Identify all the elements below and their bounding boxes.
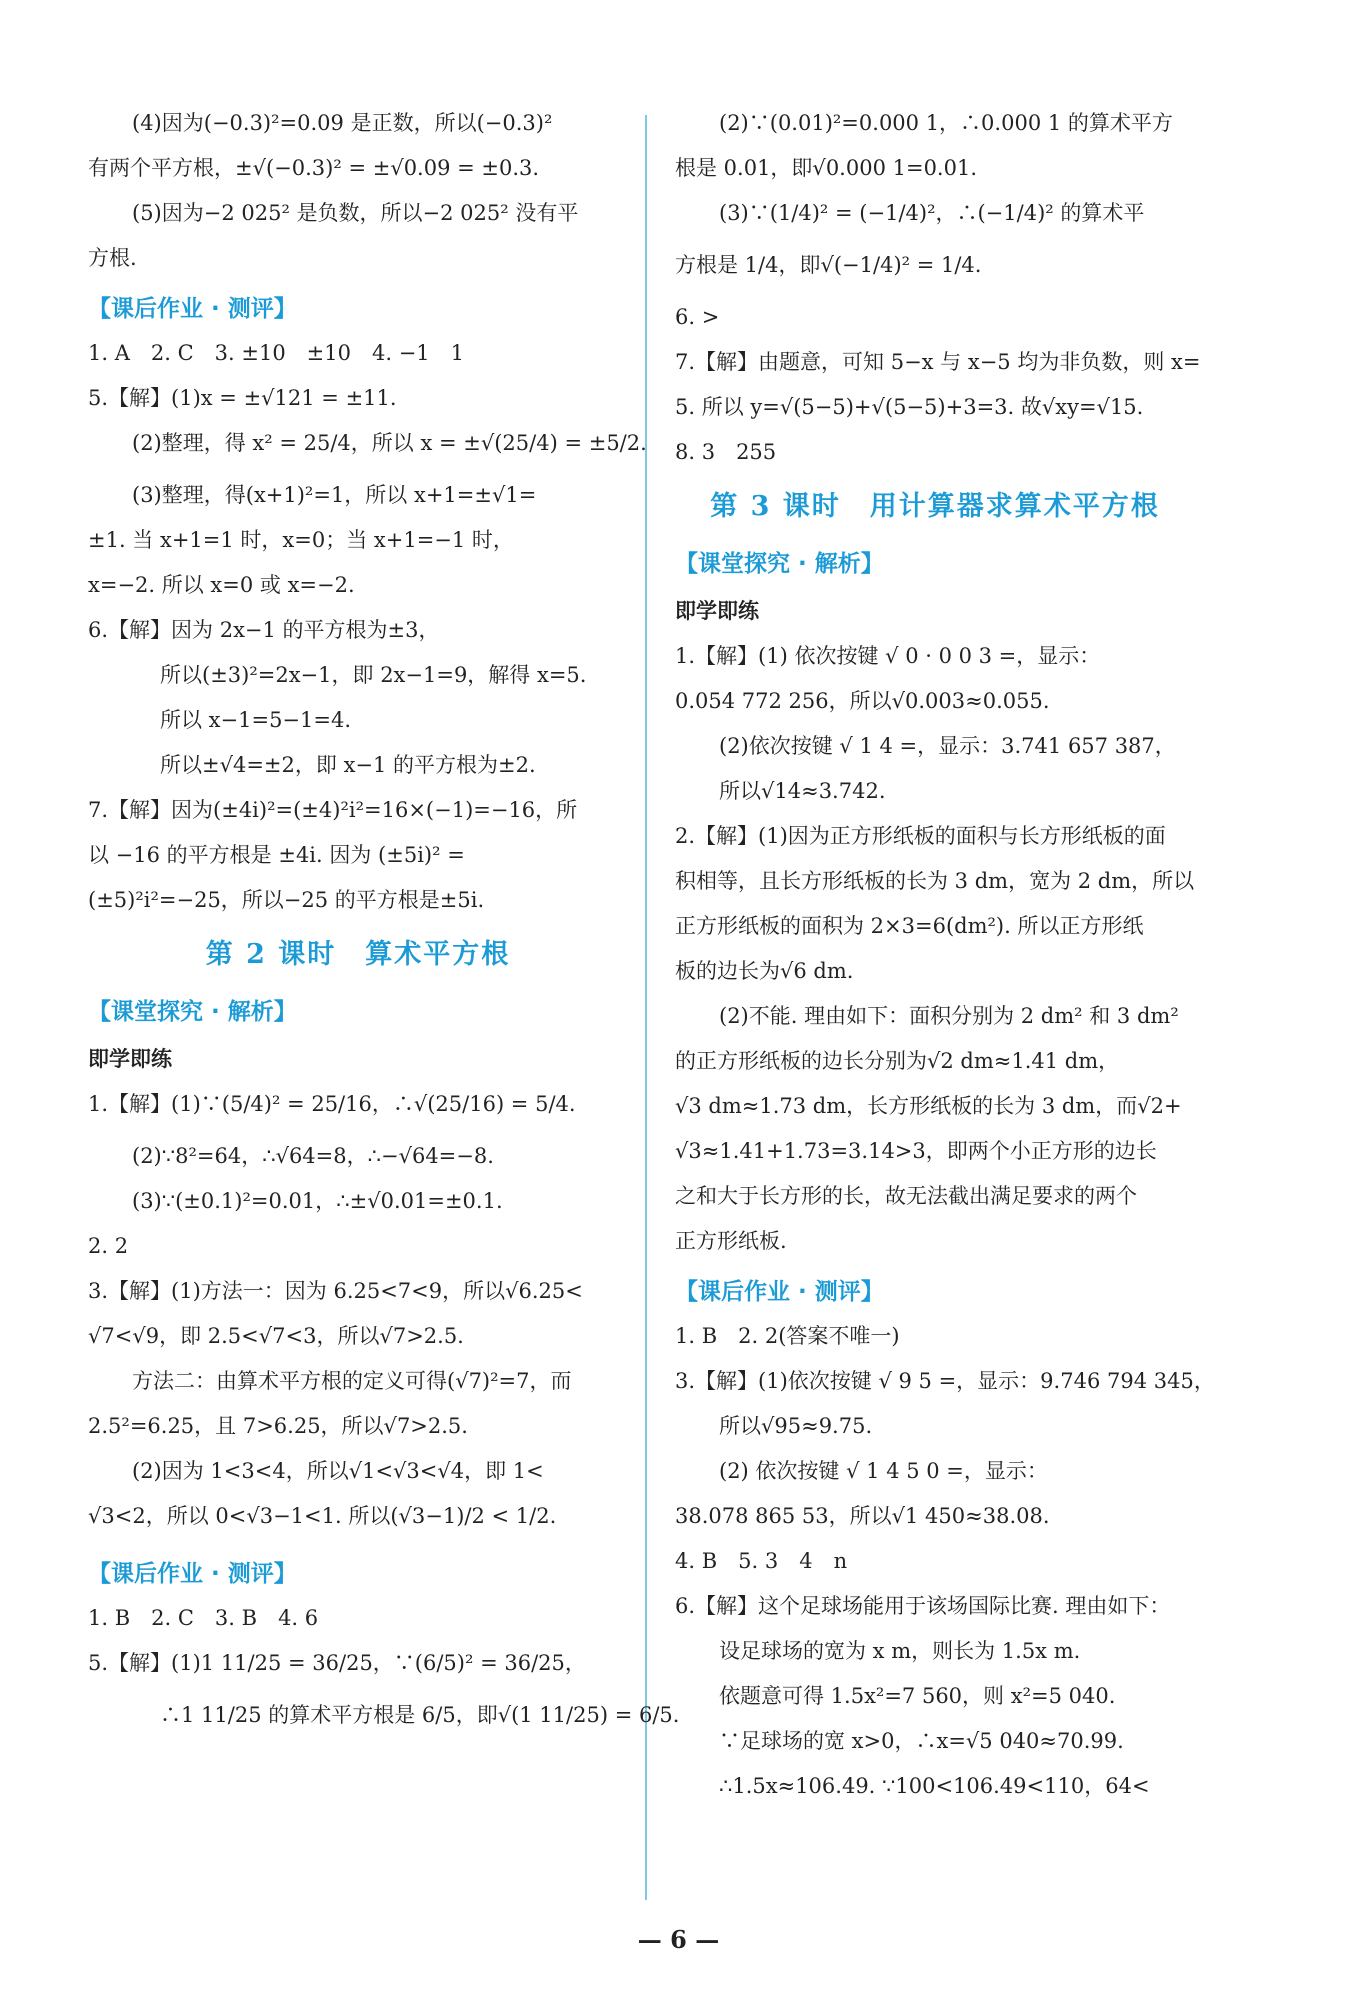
text-line: 所以±√4=±2，即 x−1 的平方根为±2. [160, 753, 536, 777]
text-line: √3 dm≈1.73 dm，长方形纸板的长为 3 dm，而√2+ [675, 1094, 1182, 1118]
text-line: 2.5²=6.25，且 7>6.25，所以√7>2.5. [88, 1414, 468, 1438]
text-line: 2. 2 [88, 1234, 129, 1258]
text-line: 1. A 2. C 3. ±10 ±10 4. −1 1 [88, 341, 465, 365]
text-line: 1.【解】(1) 依次按键 √ 0 · 0 0 3 =，显示： [675, 644, 1101, 668]
text-line: 所以(±3)²=2x−1，即 2x−1=9，解得 x=5. [160, 663, 587, 687]
text-line: x=−2. 所以 x=0 或 x=−2. [88, 573, 355, 597]
text-line: 1. B 2. C 3. B 4. 6 [88, 1606, 319, 1630]
text-line: √7<√9，即 2.5<√7<3，所以√7>2.5. [88, 1324, 464, 1348]
text-line: 正方形纸板. [675, 1229, 787, 1253]
text-line: (2)∵(0.01)²=0.000 1，∴0.000 1 的算术平方 [719, 111, 1173, 135]
text-line: (3)∵(1/4)² = (−1/4)²，∴(−1/4)² 的算术平 [719, 201, 1145, 225]
text-line: (4)因为(−0.3)²=0.09 是正数，所以(−0.3)² [132, 111, 553, 135]
section-heading: 【课后作业 · 测评】 [88, 296, 297, 322]
text-line: ∴1.5x≈106.49. ∵100<106.49<110，64< [719, 1774, 1150, 1798]
text-line: (2) 依次按键 √ 1 4 5 0 =，显示： [719, 1459, 1048, 1483]
text-line: 5.【解】(1)x = ±√121 = ±11. [88, 386, 397, 410]
text-line: (2)不能. 理由如下：面积分别为 2 dm² 和 3 dm² [719, 1004, 1179, 1028]
page-number: — 6 — [637, 1925, 720, 1954]
text-line: 设足球场的宽为 x m，则长为 1.5x m. [719, 1639, 1081, 1663]
section-heading: 【课堂探究 · 解析】 [675, 551, 884, 577]
section-heading: 【课后作业 · 测评】 [675, 1279, 884, 1305]
section-heading: 【课后作业 · 测评】 [88, 1561, 297, 1587]
text-line: (±5)²i²=−25，所以−25 的平方根是±5i. [88, 888, 485, 912]
text-line: (5)因为−2 025² 是负数，所以−2 025² 没有平 [132, 201, 579, 225]
text-line: 以 −16 的平方根是 ±4i. 因为 (±5i)² = [88, 843, 465, 867]
text-line: ±1. 当 x+1=1 时，x=0；当 x+1=−1 时， [88, 528, 514, 552]
text-line: 8. 3 255 [675, 440, 777, 464]
text-line: (2)∵8²=64，∴√64=8，∴−√64=−8. [132, 1144, 494, 1168]
text-line: 1.【解】(1)∵(5/4)² = 25/16，∴√(25/16) = 5/4. [88, 1092, 576, 1116]
left-column [88, 110, 680, 1747]
text-line: 板的边长为√6 dm. [675, 959, 854, 983]
text-line: 方根是 1/4，即√(−1/4)² = 1/4. [675, 253, 982, 277]
text-line: 3.【解】(1)方法一：因为 6.25<7<9，所以√6.25< [88, 1279, 583, 1303]
text-line: 4. B 5. 3 4 n [675, 1549, 848, 1573]
text-line: ∴1 11/25 的算术平方根是 6/5，即√(1 11/25) = 6/5. [160, 1703, 680, 1727]
column-divider [645, 115, 647, 1900]
lesson-title: 第 3 课时 用计算器求算术平方根 [710, 491, 1160, 522]
text-line: (2)因为 1<3<4，所以√1<√3<√4，即 1< [132, 1459, 544, 1483]
text-line: 方法二：由算术平方根的定义可得(√7)²=7，而 [132, 1369, 572, 1393]
text-line: 根是 0.01，即√0.000 1=0.01. [675, 156, 977, 180]
text-line: (2)依次按键 √ 1 4 =，显示：3.741 657 387， [719, 734, 1176, 758]
text-line: 7.【解】因为(±4i)²=(±4)²i²=16×(−1)=−16，所 [88, 798, 578, 822]
text-line: 2.【解】(1)因为正方形纸板的面积与长方形纸板的面 [675, 824, 1166, 848]
text-line: 正方形纸板的面积为 2×3=6(dm²). 所以正方形纸 [675, 914, 1144, 938]
text-line: √3≈1.41+1.73=3.14>3，即两个小正方形的边长 [675, 1139, 1157, 1163]
lesson-title: 第 2 课时 算术平方根 [205, 939, 511, 970]
text-line: 3.【解】(1)依次按键 √ 9 5 =，显示：9.746 794 345， [675, 1369, 1215, 1393]
text-line: 积相等，且长方形纸板的长为 3 dm，宽为 2 dm，所以 [675, 869, 1195, 893]
text-line: 依题意可得 1.5x²=7 560，则 x²=5 040. [719, 1684, 1116, 1708]
text-line: 6. > [675, 305, 720, 329]
text-line: (2)整理，得 x² = 25/4，所以 x = ±√(25/4) = ±5/2. [132, 431, 647, 455]
text-line: √3<2，所以 0<√3−1<1. 所以(√3−1)/2 < 1/2. [88, 1504, 557, 1528]
text-line: 所以√14≈3.742. [719, 779, 886, 803]
text-line: 所以√95≈9.75. [719, 1414, 873, 1438]
right-column [675, 110, 1215, 1818]
text-line: 5. 所以 y=√(5−5)+√(5−5)+3=3. 故√xy=√15. [675, 395, 1144, 419]
text-line: 方根. [88, 246, 137, 270]
text-line: 有两个平方根，±√(−0.3)² = ±√0.09 = ±0.3. [88, 156, 540, 180]
text-line: 所以 x−1=5−1=4. [160, 708, 352, 732]
text-line: 1. B 2. 2(答案不唯一) [675, 1324, 900, 1348]
subheading: 即学即练 [88, 1047, 172, 1071]
text-line: 0.054 772 256，所以√0.003≈0.055. [675, 689, 1050, 713]
text-line: ∵足球场的宽 x>0，∴x=√5 040≈70.99. [719, 1729, 1124, 1753]
text-line: 6.【解】因为 2x−1 的平方根为±3， [88, 618, 440, 642]
text-line: 5.【解】(1)1 11/25 = 36/25，∵(6/5)² = 36/25， [88, 1651, 586, 1675]
text-line: (3)∵(±0.1)²=0.01，∴±√0.01=±0.1. [132, 1189, 503, 1213]
subheading: 即学即练 [675, 599, 759, 623]
text-line: 的正方形纸板的边长分别为√2 dm≈1.41 dm， [675, 1049, 1120, 1073]
text-line: 38.078 865 53，所以√1 450≈38.08. [675, 1504, 1050, 1528]
text-line: 之和大于长方形的长，故无法截出满足要求的两个 [675, 1184, 1137, 1208]
text-line: 6.【解】这个足球场能用于该场国际比赛. 理由如下： [675, 1594, 1171, 1618]
section-heading: 【课堂探究 · 解析】 [88, 999, 297, 1025]
text-line: 7.【解】由题意，可知 5−x 与 x−5 均为非负数，则 x= [675, 350, 1201, 374]
text-line: (3)整理，得(x+1)²=1，所以 x+1=±√1= [132, 483, 537, 507]
